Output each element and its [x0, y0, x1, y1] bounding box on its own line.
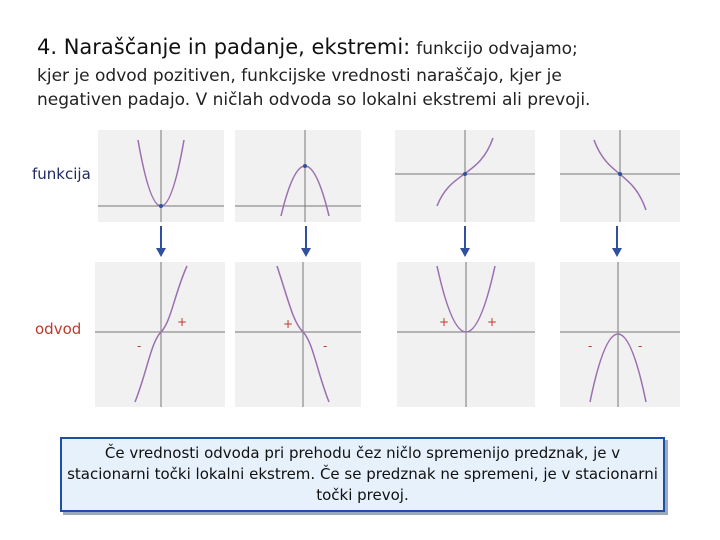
- page-title: [37, 34, 697, 62]
- minus-sign: -: [638, 339, 643, 353]
- derivative-panel-maximum: [235, 262, 361, 407]
- note-box: [60, 437, 665, 512]
- arrow-down-icon: [610, 226, 624, 258]
- rising-inflection-marker: [463, 172, 467, 176]
- minimum-point-marker: [159, 204, 163, 208]
- function-row-label: funkcija: [32, 165, 91, 183]
- function-panel-minimum: [98, 130, 224, 222]
- intro-line-2: negativen padajo. V ničlah odvoda so lokalni ekstremi ali prevoji.: [37, 90, 591, 110]
- title-main: 4. Naraščanje in padanje, ekstremi:: [37, 35, 411, 59]
- arrow-down-icon: [299, 226, 313, 258]
- minus-sign: -: [588, 339, 593, 353]
- intro-text: [37, 64, 697, 112]
- function-panel-maximum: [235, 130, 361, 222]
- derivative-row-label: odvod: [35, 320, 82, 338]
- intro-line-1: kjer je odvod pozitiven, funkcijske vrednosti naraščajo, kjer je: [37, 66, 562, 86]
- arrow-down-icon: [154, 226, 168, 258]
- derivative-panel-minimum: [95, 262, 225, 407]
- note-text: Če vrednosti odvoda pri prehodu čez ničlo spremenijo predznak, je v stacionarni točki lokalni ekstrem. Če se predznak ne spremeni, je v stacionarni točki prevoj.: [67, 444, 658, 504]
- function-panel-rising-inflection: [395, 130, 535, 222]
- title-sub: funkcijo odvajamo;: [416, 39, 578, 59]
- derivative-panel-rising-inflection: [397, 262, 535, 407]
- plus-sign: +: [283, 317, 294, 331]
- plus-sign: +: [487, 315, 498, 329]
- minus-sign: -: [137, 339, 142, 353]
- plus-sign: +: [439, 315, 450, 329]
- plus-sign: +: [177, 315, 188, 329]
- arrow-down-icon: [458, 226, 472, 258]
- derivative-panel-falling-inflection: [560, 262, 680, 407]
- function-panel-falling-inflection: [560, 130, 680, 222]
- maximum-point-marker: [303, 164, 307, 168]
- falling-inflection-marker: [618, 172, 622, 176]
- minus-sign: -: [323, 339, 328, 353]
